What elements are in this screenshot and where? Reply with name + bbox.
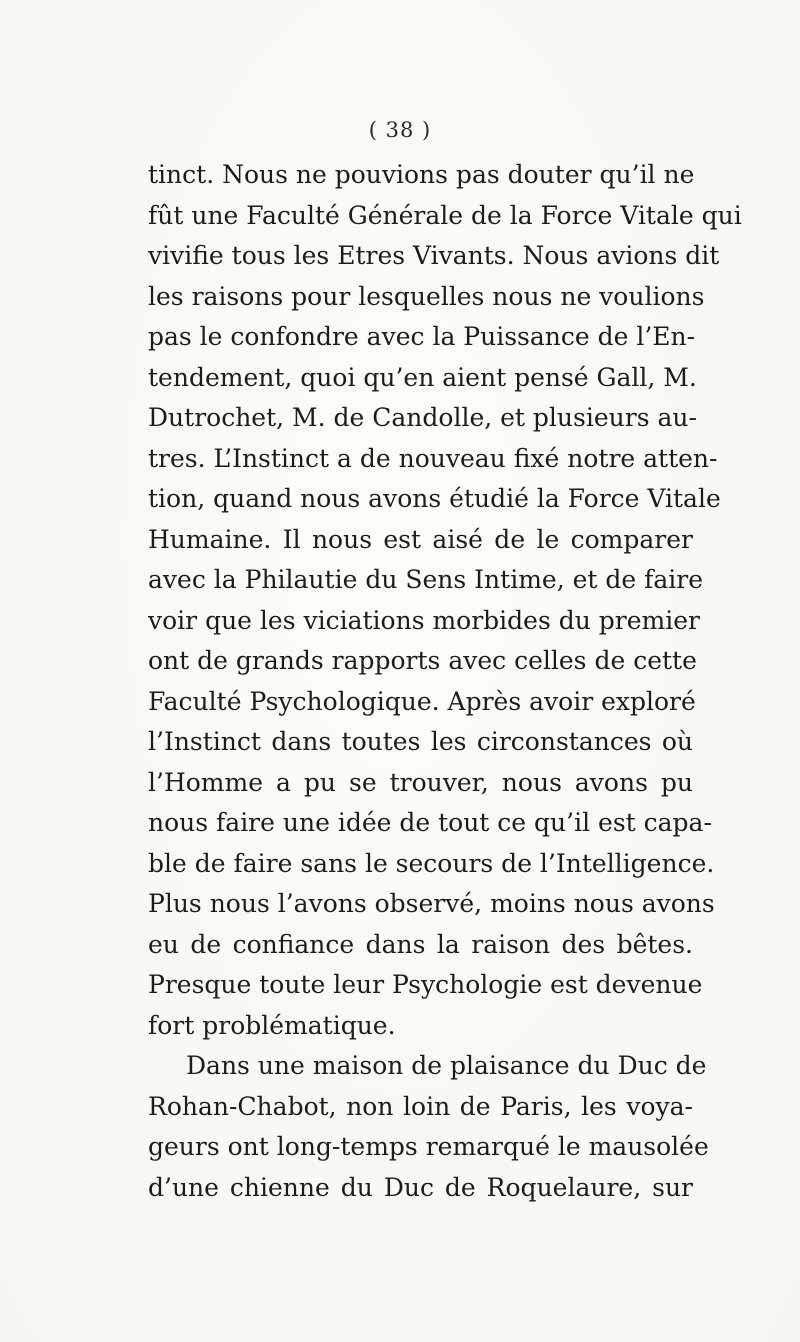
text-line: Plus nous l’avons observé, moins nous avons xyxy=(148,889,715,918)
text-line: ont de grands rapports avec celles de cette xyxy=(148,646,697,675)
text-line: Dutrochet, M. de Candolle, et plusieurs au- xyxy=(148,403,697,432)
body-text xyxy=(148,155,742,1208)
text-line: d’une chienne du Duc de Roquelaure, sur xyxy=(148,1172,693,1202)
text-line: l’Homme a pu se trouver, nous avons pu xyxy=(148,767,693,797)
text-line: avec la Philautie du Sens Intime, et de faire xyxy=(148,565,704,594)
text-line: Faculté Psychologique. Après avoir exploré xyxy=(148,686,696,716)
text-line: eu de confiance dans la raison des bêtes. xyxy=(148,929,693,959)
text-line: Humaine. Il nous est aisé de le comparer xyxy=(148,524,693,554)
text-line-paragraph-start: Dans une maison de plaisance du Duc de xyxy=(186,1051,707,1080)
text-line: nous faire une idée de tout ce qu’il est capa- xyxy=(148,808,712,837)
text-line: Presque toute leur Psychologie est devenue xyxy=(148,970,703,999)
text-line: tendement, quoi qu’en aient pensé Gall, M. xyxy=(148,362,697,392)
text-line: tres. L’Instinct a de nouveau fixé notre atten- xyxy=(148,443,718,473)
text-line: l’Instinct dans toutes les circonstances où xyxy=(148,727,693,756)
text-line: geurs ont long-temps remarqué le mausolée xyxy=(148,1132,709,1161)
text-line: fût une Faculté Générale de la Force Vitale qui xyxy=(148,200,742,230)
text-line: ble de faire sans le secours de l’Intelligence. xyxy=(148,848,715,878)
text-line: les raisons pour lesquelles nous ne voulions xyxy=(148,281,705,311)
text-line: tion, quand nous avons étudié la Force Vitale xyxy=(148,484,721,513)
text-line: tinct. Nous ne pouvions pas douter qu’il ne xyxy=(148,160,695,189)
text-line: pas le confondre avec la Puissance de l’En- xyxy=(148,322,696,351)
page-number: ( 38 ) xyxy=(368,118,432,142)
text-line: Rohan-Chabot, non loin de Paris, les voya- xyxy=(148,1091,693,1121)
text-line: voir que les viciations morbides du premier xyxy=(148,605,701,635)
text-line: vivifie tous les Etres Vivants. Nous avions dit xyxy=(148,241,720,270)
text-line-paragraph-end: fort problématique. xyxy=(148,1010,396,1040)
